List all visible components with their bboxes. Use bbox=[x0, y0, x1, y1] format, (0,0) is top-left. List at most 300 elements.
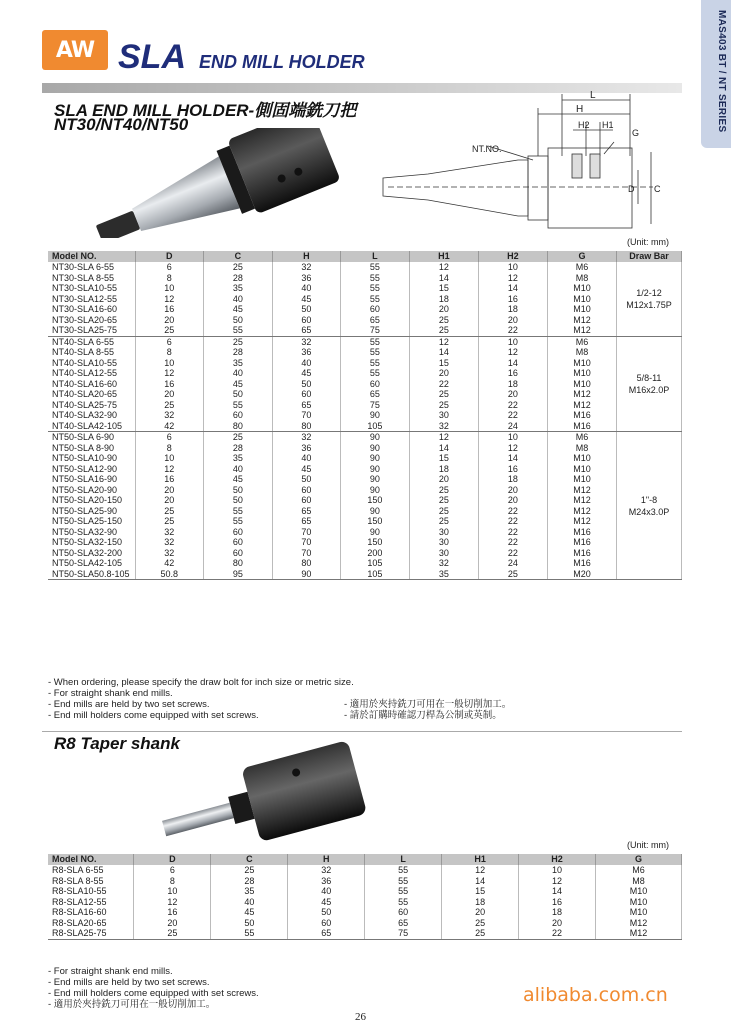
table-cell: 40 bbox=[272, 453, 340, 464]
table-cell: 14 bbox=[409, 347, 478, 358]
table-row bbox=[48, 273, 682, 284]
table-cell: 50 bbox=[203, 495, 272, 506]
table-cell: 10 bbox=[135, 453, 203, 464]
table-cell: 15 bbox=[442, 886, 519, 897]
table-row bbox=[48, 421, 682, 432]
note-line-zh: - 請於訂購時確認刀桿為公制或英制。 bbox=[344, 710, 502, 721]
table-cell: 25 bbox=[211, 865, 288, 876]
column-header: Draw Bar bbox=[616, 251, 681, 262]
table-cell: 55 bbox=[203, 516, 272, 527]
table-cell: NT30-SLA 8-55 bbox=[48, 273, 135, 284]
table-cell: 20 bbox=[478, 389, 547, 400]
table-cell: R8-SLA12-55 bbox=[48, 897, 134, 908]
table-cell: M10 bbox=[547, 453, 616, 464]
table-cell: 16 bbox=[478, 464, 547, 475]
table-cell: 20 bbox=[135, 495, 203, 506]
note-line: - End mill holders come equipped with set screws. bbox=[48, 710, 259, 721]
table-row bbox=[48, 283, 682, 294]
table-cell: 90 bbox=[340, 474, 409, 485]
table-cell: 25 bbox=[135, 516, 203, 527]
table-row bbox=[48, 336, 682, 347]
table-row bbox=[48, 918, 682, 929]
table-cell: 25 bbox=[409, 400, 478, 411]
table-cell: 25 bbox=[409, 325, 478, 336]
table-cell: 12 bbox=[135, 294, 203, 305]
table-cell: 50 bbox=[203, 389, 272, 400]
table-cell: 65 bbox=[272, 516, 340, 527]
nt-no-label: NT.NO. bbox=[472, 144, 502, 154]
table-cell: 18 bbox=[478, 304, 547, 315]
table-cell: 18 bbox=[442, 897, 519, 908]
column-header: H bbox=[272, 251, 340, 262]
table-cell: 30 bbox=[409, 410, 478, 421]
table-cell: 6 bbox=[134, 865, 211, 876]
table-cell: 55 bbox=[340, 283, 409, 294]
table-cell: 6 bbox=[135, 432, 203, 443]
section-subtitle: NT30/NT40/NT50 bbox=[54, 115, 189, 134]
table-row bbox=[48, 443, 682, 454]
table-cell: 16 bbox=[134, 907, 211, 918]
table-cell: M8 bbox=[547, 347, 616, 358]
table-cell: M12 bbox=[595, 928, 681, 939]
table-cell: M10 bbox=[547, 294, 616, 305]
table-cell: 60 bbox=[340, 379, 409, 390]
table-cell: 60 bbox=[288, 918, 365, 929]
table-cell: 8 bbox=[134, 876, 211, 887]
table-cell: 18 bbox=[519, 907, 596, 918]
nt-holder-photo bbox=[80, 128, 345, 238]
table-cell: 30 bbox=[409, 537, 478, 548]
table-cell: 35 bbox=[211, 886, 288, 897]
table-cell: R8-SLA20-65 bbox=[48, 918, 134, 929]
table-cell: 10 bbox=[135, 283, 203, 294]
table-cell: 14 bbox=[409, 273, 478, 284]
table-cell: M10 bbox=[595, 897, 681, 908]
table-cell: 80 bbox=[272, 421, 340, 432]
table-cell: 25 bbox=[409, 506, 478, 517]
table-cell: 35 bbox=[409, 569, 478, 580]
table-cell: NT30-SLA12-55 bbox=[48, 294, 135, 305]
dim-c-label: C bbox=[654, 184, 661, 194]
table-cell: 45 bbox=[272, 294, 340, 305]
table-row bbox=[48, 432, 682, 443]
note-line: - End mills are held by two set screws. bbox=[48, 699, 210, 710]
table-cell: 20 bbox=[478, 495, 547, 506]
table-cell: M12 bbox=[547, 325, 616, 336]
table-cell: 28 bbox=[203, 273, 272, 284]
table-cell: 25 bbox=[135, 506, 203, 517]
unit-label-1: (Unit: mm) bbox=[627, 237, 669, 247]
table-cell: 70 bbox=[272, 410, 340, 421]
note-line: - When ordering, please specify the draw bolt for inch size or metric size. bbox=[48, 677, 354, 688]
table-row bbox=[48, 516, 682, 527]
table-cell: 65 bbox=[365, 918, 442, 929]
table-cell: 36 bbox=[272, 443, 340, 454]
table-cell: 40 bbox=[203, 464, 272, 475]
r8-spec-table bbox=[48, 854, 682, 940]
table-cell: M6 bbox=[547, 432, 616, 443]
table-cell: 65 bbox=[288, 928, 365, 939]
table-row bbox=[48, 464, 682, 475]
table-row bbox=[48, 537, 682, 548]
draw-bar-spec: M16x2.0P bbox=[628, 384, 670, 395]
table-cell: NT50-SLA32-150 bbox=[48, 537, 135, 548]
table-cell: 6 bbox=[135, 336, 203, 347]
table-cell: 55 bbox=[211, 928, 288, 939]
table-cell: 150 bbox=[340, 516, 409, 527]
table-cell: 90 bbox=[340, 453, 409, 464]
table-cell: M10 bbox=[547, 304, 616, 315]
column-header: H2 bbox=[478, 251, 547, 262]
table-cell: 18 bbox=[409, 464, 478, 475]
table-cell: 45 bbox=[211, 907, 288, 918]
table-row bbox=[48, 325, 682, 336]
table-cell: 150 bbox=[340, 537, 409, 548]
note-line: - End mills are held by two set screws. bbox=[48, 977, 210, 988]
table-cell: NT40-SLA32-90 bbox=[48, 410, 135, 421]
table-cell: 20 bbox=[409, 474, 478, 485]
table-cell: 70 bbox=[272, 537, 340, 548]
table-cell: 25 bbox=[409, 485, 478, 496]
table-cell: R8-SLA16-60 bbox=[48, 907, 134, 918]
table-cell: 22 bbox=[409, 379, 478, 390]
table-cell: 14 bbox=[478, 358, 547, 369]
table-cell: 28 bbox=[211, 876, 288, 887]
table-row bbox=[48, 262, 682, 273]
unit-label-2: (Unit: mm) bbox=[627, 840, 669, 850]
table-cell: M16 bbox=[547, 558, 616, 569]
table-cell: 55 bbox=[365, 865, 442, 876]
table-cell: 32 bbox=[135, 527, 203, 538]
table-cell: 20 bbox=[135, 389, 203, 400]
table-cell: NT50-SLA20-90 bbox=[48, 485, 135, 496]
table-cell: 20 bbox=[519, 918, 596, 929]
table-cell: 25 bbox=[134, 928, 211, 939]
table-cell: 25 bbox=[135, 325, 203, 336]
table-cell: 22 bbox=[478, 537, 547, 548]
technical-drawing bbox=[368, 86, 668, 236]
table-cell: 45 bbox=[203, 379, 272, 390]
table-cell: 65 bbox=[340, 315, 409, 326]
table-cell: M10 bbox=[547, 283, 616, 294]
table-cell: 150 bbox=[340, 495, 409, 506]
table-cell: M12 bbox=[547, 315, 616, 326]
table-cell: NT50-SLA32-90 bbox=[48, 527, 135, 538]
table-cell: 20 bbox=[478, 315, 547, 326]
table-cell: 60 bbox=[272, 485, 340, 496]
table-cell: 10 bbox=[478, 432, 547, 443]
table-cell: NT30-SLA10-55 bbox=[48, 283, 135, 294]
column-header: Model NO. bbox=[48, 251, 135, 262]
table-cell: 25 bbox=[442, 928, 519, 939]
table-cell: 75 bbox=[340, 400, 409, 411]
table-cell: R8-SLA 8-55 bbox=[48, 876, 134, 887]
brand-logo bbox=[42, 30, 108, 70]
table-cell: 32 bbox=[409, 421, 478, 432]
table-cell: 45 bbox=[288, 897, 365, 908]
table-cell: 15 bbox=[409, 453, 478, 464]
table-cell: 55 bbox=[365, 876, 442, 887]
table-cell: 55 bbox=[365, 897, 442, 908]
table-row bbox=[48, 347, 682, 358]
r8-notes bbox=[48, 966, 259, 1010]
column-header: C bbox=[203, 251, 272, 262]
table-row bbox=[48, 294, 682, 305]
table-cell: 95 bbox=[203, 569, 272, 580]
table-cell: NT50-SLA16-90 bbox=[48, 474, 135, 485]
table-cell: 50 bbox=[203, 315, 272, 326]
table-row bbox=[48, 495, 682, 506]
draw-bar-spec: M12x1.75P bbox=[626, 299, 672, 310]
dim-h1-label: H1 bbox=[602, 120, 614, 130]
table-header-row bbox=[48, 251, 682, 262]
table-cell: 22 bbox=[478, 325, 547, 336]
draw-bar-cell bbox=[616, 432, 681, 580]
table-cell: M6 bbox=[547, 262, 616, 273]
note-line-zh: - 適用於夾持銑刀可用在一般切削加工。 bbox=[48, 999, 216, 1010]
column-header: G bbox=[547, 251, 616, 262]
section-title: SLA END MILL HOLDER-側固端銑刀把 bbox=[54, 101, 357, 120]
table-cell: 22 bbox=[478, 506, 547, 517]
table-cell: 14 bbox=[478, 453, 547, 464]
table-cell: M10 bbox=[547, 379, 616, 390]
table-cell: 60 bbox=[203, 548, 272, 559]
table-row bbox=[48, 506, 682, 517]
table-cell: 55 bbox=[340, 273, 409, 284]
table-cell: NT40-SLA25-75 bbox=[48, 400, 135, 411]
table-cell: 45 bbox=[272, 368, 340, 379]
table-cell: 22 bbox=[478, 527, 547, 538]
table-cell: M12 bbox=[547, 400, 616, 411]
table-cell: M10 bbox=[595, 907, 681, 918]
table-row bbox=[48, 548, 682, 559]
table-cell: 22 bbox=[478, 400, 547, 411]
draw-bar-cell bbox=[616, 336, 681, 432]
table-cell: M10 bbox=[547, 358, 616, 369]
table-cell: 90 bbox=[340, 410, 409, 421]
table-cell: M10 bbox=[595, 886, 681, 897]
table-cell: 14 bbox=[442, 876, 519, 887]
table-row bbox=[48, 315, 682, 326]
table-cell: 80 bbox=[203, 421, 272, 432]
table-cell: 50 bbox=[272, 304, 340, 315]
table-cell: 25 bbox=[478, 569, 547, 580]
note-line: - For straight shank end mills. bbox=[48, 688, 173, 699]
table-cell: NT50-SLA 8-90 bbox=[48, 443, 135, 454]
table-cell: 36 bbox=[272, 347, 340, 358]
table-cell: 35 bbox=[203, 283, 272, 294]
watermark: alibaba.com.cn bbox=[523, 984, 668, 1006]
table-cell: NT40-SLA12-55 bbox=[48, 368, 135, 379]
table-cell: 90 bbox=[272, 569, 340, 580]
table-cell: M12 bbox=[547, 389, 616, 400]
table-cell: NT30-SLA25-75 bbox=[48, 325, 135, 336]
table-cell: 75 bbox=[340, 325, 409, 336]
table-cell: 45 bbox=[203, 304, 272, 315]
table-cell: NT50-SLA25-90 bbox=[48, 506, 135, 517]
table-cell: 32 bbox=[272, 262, 340, 273]
table-cell: 55 bbox=[340, 347, 409, 358]
table-cell: 65 bbox=[272, 506, 340, 517]
table-cell: 12 bbox=[135, 368, 203, 379]
table-body bbox=[48, 865, 682, 939]
table-cell: 10 bbox=[135, 358, 203, 369]
table-cell: 55 bbox=[365, 886, 442, 897]
table-row bbox=[48, 907, 682, 918]
table-cell: 200 bbox=[340, 548, 409, 559]
table-cell: 60 bbox=[203, 410, 272, 421]
table-cell: 80 bbox=[272, 558, 340, 569]
table-cell: 55 bbox=[340, 262, 409, 273]
table-cell: 32 bbox=[135, 537, 203, 548]
table-cell: 40 bbox=[203, 368, 272, 379]
table-cell: 55 bbox=[203, 400, 272, 411]
table-cell: 12 bbox=[478, 443, 547, 454]
table-cell: 90 bbox=[340, 527, 409, 538]
table-cell: 14 bbox=[478, 283, 547, 294]
table-cell: 16 bbox=[478, 294, 547, 305]
table-cell: 8 bbox=[135, 443, 203, 454]
table-cell: M6 bbox=[547, 336, 616, 347]
table-cell: M10 bbox=[547, 464, 616, 475]
table-cell: 15 bbox=[409, 358, 478, 369]
notes-left bbox=[48, 677, 354, 721]
table-cell: NT50-SLA20-150 bbox=[48, 495, 135, 506]
column-header: D bbox=[134, 854, 211, 865]
table-cell: 25 bbox=[135, 400, 203, 411]
note-line-zh: - 適用於夾持銑刀可用在一般切削加工。 bbox=[344, 699, 512, 710]
table-cell: 65 bbox=[340, 389, 409, 400]
table-row bbox=[48, 368, 682, 379]
table-cell: 22 bbox=[478, 516, 547, 527]
table-cell: 25 bbox=[203, 262, 272, 273]
table-cell: M8 bbox=[547, 273, 616, 284]
dim-h-label: H bbox=[576, 104, 584, 115]
table-cell: M16 bbox=[547, 537, 616, 548]
table-row bbox=[48, 897, 682, 908]
table-cell: R8-SLA10-55 bbox=[48, 886, 134, 897]
table-cell: 25 bbox=[203, 432, 272, 443]
table-cell: M16 bbox=[547, 527, 616, 538]
table-cell: NT40-SLA42-105 bbox=[48, 421, 135, 432]
table-row bbox=[48, 569, 682, 580]
table-cell: 12 bbox=[409, 432, 478, 443]
table-body bbox=[48, 262, 682, 580]
column-header: D bbox=[135, 251, 203, 262]
table-cell: 12 bbox=[442, 865, 519, 876]
table-cell: 28 bbox=[203, 443, 272, 454]
table-cell: 40 bbox=[211, 897, 288, 908]
table-cell: M8 bbox=[595, 876, 681, 887]
table-cell: 20 bbox=[135, 315, 203, 326]
table-cell: 105 bbox=[340, 569, 409, 580]
table-cell: 65 bbox=[272, 325, 340, 336]
table-cell: 32 bbox=[272, 432, 340, 443]
table-cell: M6 bbox=[595, 865, 681, 876]
table-cell: 10 bbox=[519, 865, 596, 876]
notes-right bbox=[344, 699, 511, 721]
table-row bbox=[48, 358, 682, 369]
table-cell: 8 bbox=[135, 273, 203, 284]
table-cell: NT40-SLA 8-55 bbox=[48, 347, 135, 358]
table-cell: 20 bbox=[409, 368, 478, 379]
table-cell: NT50-SLA25-150 bbox=[48, 516, 135, 527]
page-number: 26 bbox=[355, 1011, 366, 1023]
table-cell: 25 bbox=[442, 918, 519, 929]
draw-bar-spec: M24x3.0P bbox=[628, 506, 670, 517]
table-cell: 18 bbox=[409, 294, 478, 305]
table-cell: M16 bbox=[547, 548, 616, 559]
table-cell: 60 bbox=[340, 304, 409, 315]
table-cell: 75 bbox=[365, 928, 442, 939]
table-cell: 35 bbox=[203, 358, 272, 369]
table-cell: NT40-SLA10-55 bbox=[48, 358, 135, 369]
r8-divider bbox=[42, 731, 682, 732]
table-row bbox=[48, 928, 682, 939]
table-cell: M16 bbox=[547, 421, 616, 432]
table-cell: M12 bbox=[547, 506, 616, 517]
table-cell: 70 bbox=[272, 548, 340, 559]
table-row bbox=[48, 453, 682, 464]
table-row bbox=[48, 304, 682, 315]
table-cell: 60 bbox=[272, 495, 340, 506]
table-cell: 8 bbox=[135, 347, 203, 358]
table-cell: NT50-SLA50.8-105 bbox=[48, 569, 135, 580]
column-header: G bbox=[595, 854, 681, 865]
table-cell: 28 bbox=[203, 347, 272, 358]
table-cell: NT50-SLA 6-90 bbox=[48, 432, 135, 443]
table-cell: 22 bbox=[519, 928, 596, 939]
nt-spec-table bbox=[48, 251, 682, 580]
table-cell: M8 bbox=[547, 443, 616, 454]
table-cell: 32 bbox=[135, 410, 203, 421]
brand-title-sla: SLA bbox=[118, 38, 186, 76]
table-cell: 50 bbox=[272, 379, 340, 390]
r8-holder-photo bbox=[150, 738, 375, 846]
draw-bar-cell bbox=[616, 262, 681, 336]
table-row bbox=[48, 876, 682, 887]
draw-bar-spec: 1/2-12 bbox=[636, 287, 662, 298]
table-cell: NT50-SLA12-90 bbox=[48, 464, 135, 475]
r8-section-title: R8 Taper shank bbox=[54, 734, 180, 753]
column-header: H bbox=[288, 854, 365, 865]
table-cell: 24 bbox=[478, 558, 547, 569]
table-cell: 90 bbox=[340, 432, 409, 443]
table-cell: NT30-SLA 6-55 bbox=[48, 262, 135, 273]
logo-text: AW bbox=[55, 37, 95, 63]
table-cell: 60 bbox=[365, 907, 442, 918]
table-cell: NT40-SLA 6-55 bbox=[48, 336, 135, 347]
table-cell: 42 bbox=[135, 421, 203, 432]
table-cell: 10 bbox=[134, 886, 211, 897]
table-cell: 12 bbox=[519, 876, 596, 887]
table-cell: NT30-SLA20-65 bbox=[48, 315, 135, 326]
table-cell: 16 bbox=[519, 897, 596, 908]
table-cell: R8-SLA25-75 bbox=[48, 928, 134, 939]
table-cell: 16 bbox=[135, 474, 203, 485]
table-row bbox=[48, 558, 682, 569]
table-cell: 50 bbox=[203, 485, 272, 496]
table-cell: M12 bbox=[547, 495, 616, 506]
table-cell: 25 bbox=[409, 389, 478, 400]
table-cell: 105 bbox=[340, 558, 409, 569]
table-cell: 70 bbox=[272, 527, 340, 538]
table-row bbox=[48, 527, 682, 538]
table-cell: 42 bbox=[135, 558, 203, 569]
table-cell: 30 bbox=[409, 548, 478, 559]
table-row bbox=[48, 410, 682, 421]
table-cell: 16 bbox=[135, 304, 203, 315]
